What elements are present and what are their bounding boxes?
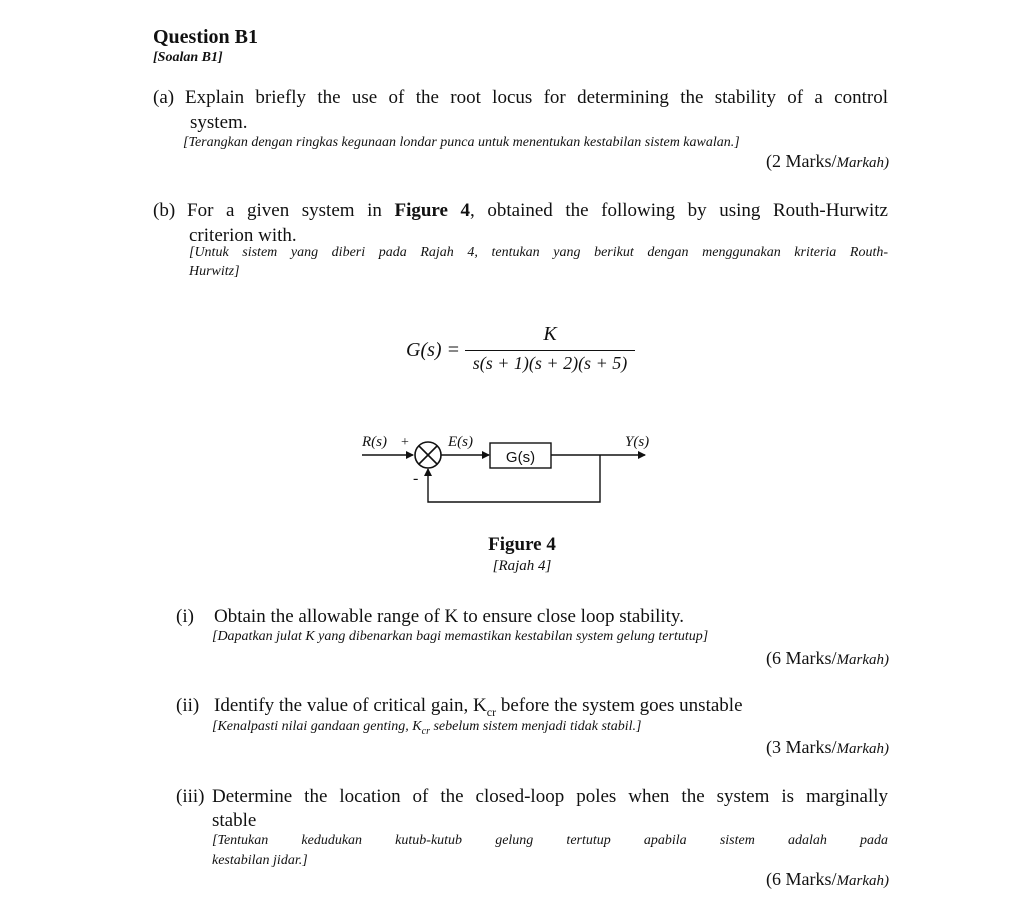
sub-question-iii-malay-line2: kestabilan jidar.] — [212, 853, 308, 868]
marks-text-ms: Markah) — [836, 741, 889, 757]
sub-question-ii-subscript: cr — [486, 704, 497, 719]
error-label: E(s) — [448, 434, 473, 450]
question-title: Question B1 — [153, 26, 259, 48]
part-b-malay-line2: Hurwitz] — [189, 264, 240, 279]
part-b-question-line2: criterion with. — [189, 225, 297, 246]
marks-text-ms: Markah) — [836, 652, 889, 668]
summing-junction-icon — [415, 442, 441, 468]
output-label: Y(s) — [625, 434, 650, 450]
marks-text: (3 Marks/ — [766, 737, 837, 757]
sub-question-iii-text-line1: Determine the location of the closed-loop poles when the system is marginally — [212, 786, 888, 807]
sub-question-iii-malay-line1: [Tentukan kedudukan kutub-kutub gelung tertutup apabila sistem adalah pada — [212, 833, 888, 848]
sub-question-ii-marks — [766, 737, 889, 758]
marks-text: (6 Marks/ — [766, 648, 837, 668]
sub-question-iii-marks — [766, 869, 889, 890]
sub-question-ii-malay-subscript: cr — [421, 725, 430, 737]
equation-numerator: K — [543, 323, 557, 345]
sub-question-iii-label: (iii) — [176, 786, 205, 807]
marks-text: (2 Marks/ — [766, 151, 837, 171]
sub-question-ii-malay-post: sebelum sistem menjadi tidak stabil.] — [429, 719, 642, 734]
part-b-text-pre: For a given system in — [187, 200, 395, 221]
sub-question-i-marks — [766, 648, 889, 669]
equation-fraction-bar — [465, 350, 635, 351]
sub-question-ii-label: (ii) — [176, 695, 200, 716]
sub-question-i-label: (i) — [176, 606, 194, 627]
part-a-question-line1: Explain briefly the use of the root locus for determining the stability of a control — [185, 87, 888, 108]
part-a-malay-translation: [Terangkan dengan ringkas kegunaan londar punca untuk menentukan kestabilan sistem kawalan.] — [183, 135, 740, 150]
part-b-malay-line1: [Untuk sistem yang diberi pada Rajah 4, tentukan yang berikut dengan menggunakan kriteria Routh- — [189, 245, 888, 260]
figure-caption: Figure 4 — [488, 534, 556, 555]
minus-sign: - — [413, 470, 419, 487]
part-b-figure-ref: Figure 4 — [394, 200, 471, 221]
sub-question-iii-text-line2: stable — [212, 810, 257, 831]
marks-text-ms: Markah) — [836, 155, 889, 171]
sub-question-ii-malay-pre: [Kenalpasti nilai gandaan genting, K — [212, 719, 422, 734]
sub-question-ii-text-post: before the system goes unstable — [496, 695, 743, 716]
sub-question-ii-text-pre: Identify the value of critical gain, K — [214, 695, 487, 716]
equation-denominator: s(s + 1)(s + 2)(s + 5) — [472, 353, 628, 373]
sub-question-i-malay: [Dapatkan julat K yang dibenarkan bagi memastikan kestabilan system gelung tertutup] — [212, 629, 709, 644]
marks-text-ms: Markah) — [836, 873, 889, 889]
block-diagram — [340, 420, 670, 515]
input-label: R(s) — [362, 434, 387, 450]
equation-lhs: G(s) = — [406, 339, 461, 361]
marks-text: (6 Marks/ — [766, 869, 837, 889]
figure-caption-ms: [Rajah 4] — [492, 558, 552, 574]
part-a-marks — [766, 151, 889, 172]
question-subtitle: [Soalan B1] — [153, 50, 223, 65]
part-b-text-post: , obtained the following by using Routh-Hurwitz — [470, 200, 888, 221]
part-b-question-line1 — [187, 199, 888, 223]
sub-question-i-text: Obtain the allowable range of K to ensure close loop stability. — [214, 606, 684, 627]
part-a-label: (a) — [153, 87, 175, 108]
sub-question-ii-malay — [212, 718, 642, 741]
part-a-question-line2: system. — [190, 112, 248, 133]
part-b-label: (b) — [153, 200, 176, 221]
plus-sign: + — [401, 435, 409, 450]
block-label: G(s) — [505, 449, 536, 466]
